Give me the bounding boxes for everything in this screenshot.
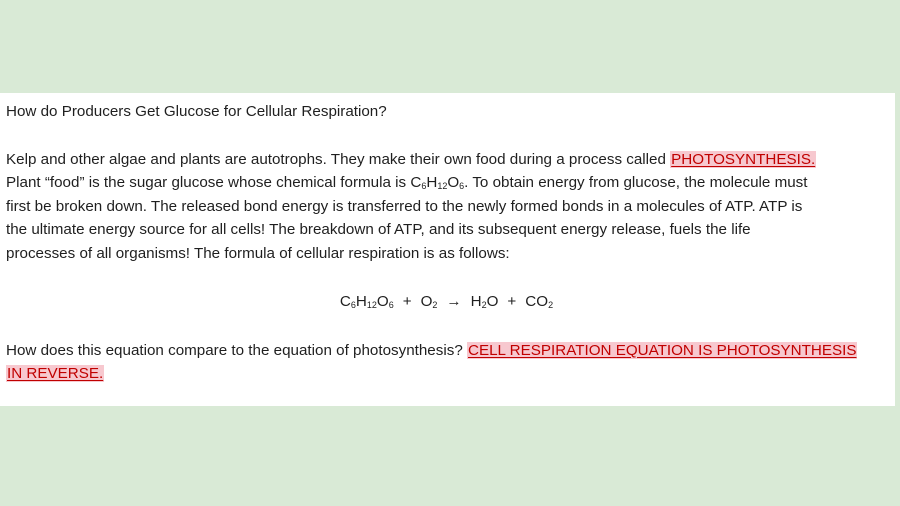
paragraph-line-5: processes of all organisms! The formula of cellular respiration is as follows: xyxy=(6,244,510,262)
question-line-1 xyxy=(6,339,887,362)
highlighted-answer-line-2: IN REVERSE. xyxy=(7,365,104,383)
reaction-arrow-icon: → xyxy=(446,292,462,310)
highlighted-answer-line-1: CELL RESPIRATION EQUATION IS PHOTOSYNTHESIS xyxy=(468,341,857,359)
oxygen-formula xyxy=(421,293,438,310)
subscript: 6 xyxy=(459,181,465,192)
body-paragraph xyxy=(6,148,887,265)
subscript: 6 xyxy=(421,181,427,192)
question-text: How does this equation compare to the equation of photosynthesis? xyxy=(6,341,467,359)
document-page xyxy=(0,93,895,406)
subscript: 6 xyxy=(350,299,356,310)
subscript: 12 xyxy=(366,299,377,310)
plus-sign: + xyxy=(507,292,517,310)
carbon-dioxide-formula xyxy=(525,293,553,310)
subscript: 2 xyxy=(481,299,487,310)
respiration-equation xyxy=(6,290,887,313)
glucose-formula xyxy=(340,293,394,310)
subscript: 12 xyxy=(437,181,448,192)
paragraph-line-3: first be broken down. The released bond energy is transferred to the newly formed bonds in a molecules of ATP. ATP is xyxy=(6,197,803,215)
paragraph-line-4: the ultimate energy source for all cells! The breakdown of ATP, and its subsequent energy release, fuels the life xyxy=(6,221,751,239)
paragraph-line-2 xyxy=(6,171,887,194)
subscript: 6 xyxy=(388,299,394,310)
water-formula xyxy=(471,293,499,310)
equation-term: C xyxy=(339,292,351,310)
question-line-2 xyxy=(6,362,887,385)
paragraph-text: Kelp and other algae and plants are autotrophs. They make their own food during a process called xyxy=(6,151,671,168)
equation-term: O xyxy=(486,292,499,310)
equation-term: H xyxy=(470,292,482,310)
paragraph-text: H xyxy=(426,174,438,192)
paragraph-text: O xyxy=(447,174,460,192)
paragraph-text: . To obtain energy from glucose, the molecule must xyxy=(464,174,808,192)
highlighted-answer-photosynthesis: PHOTOSYNTHESIS. xyxy=(671,151,816,168)
comparison-question xyxy=(6,339,887,386)
document-title: How do Producers Get Glucose for Cellular Respiration? xyxy=(6,103,387,120)
equation-term: O xyxy=(376,292,389,310)
subscript: 2 xyxy=(548,299,554,310)
paragraph-text: Plant “food” is the sugar glucose whose chemical formula is C xyxy=(6,174,422,192)
equation-term: H xyxy=(355,292,367,310)
paragraph-line-1 xyxy=(6,148,887,171)
subscript: 2 xyxy=(432,299,438,310)
equation-term: O xyxy=(420,292,433,310)
plus-sign: + xyxy=(402,292,412,310)
equation-term: CO xyxy=(525,292,549,310)
